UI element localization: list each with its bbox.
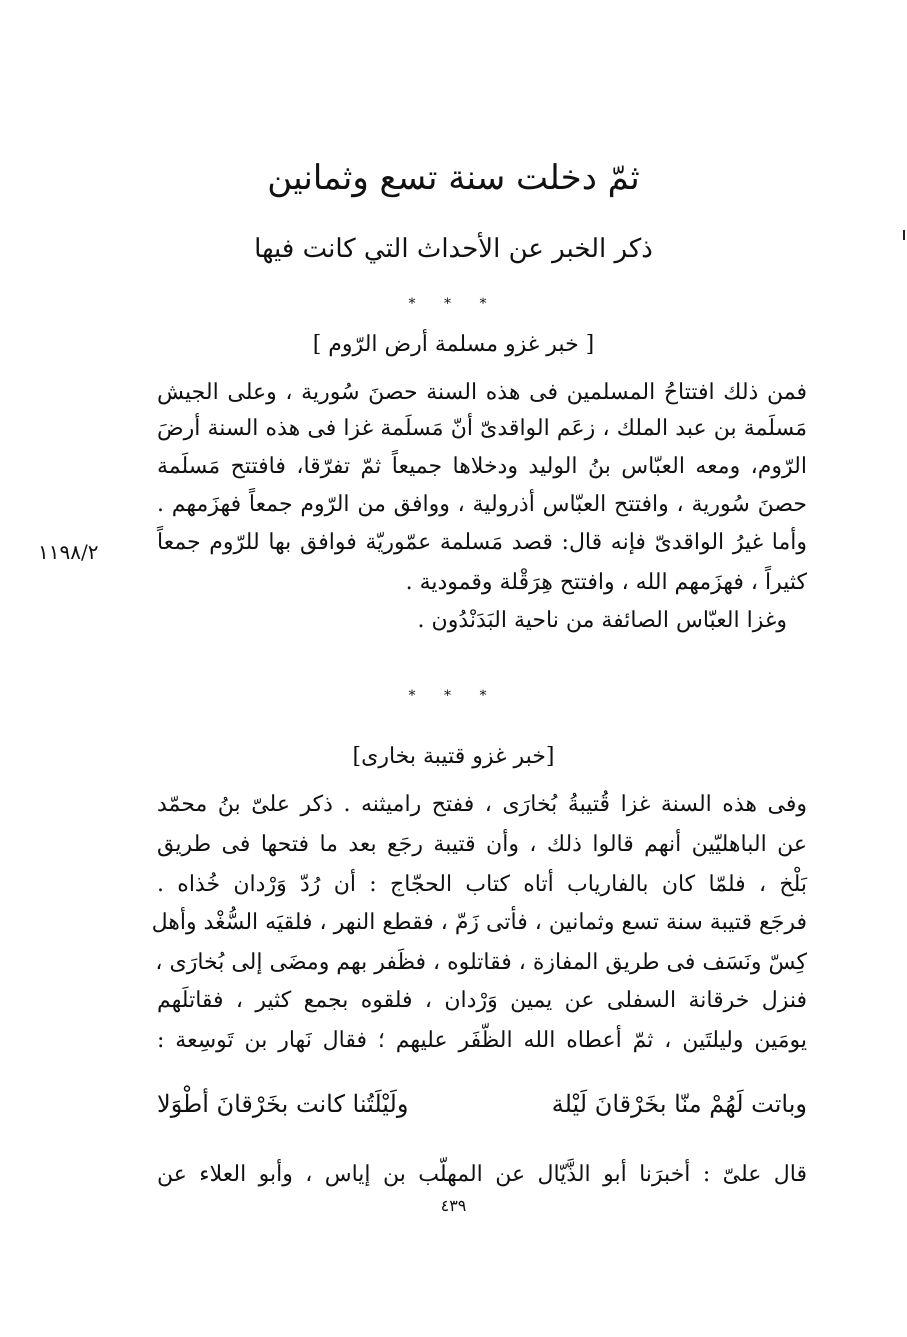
text-line: الرّوم، ومعه العبّاس بنُ الوليد ودخلاها جميعاً ثمّ تفرّقا، فافتتح مَسلَمة [157,454,807,479]
section-2-heading: [خبر غزو قتيبة بخارى] [352,744,555,769]
text-line: فرجَع قتيبة سنة تسع وثمانين ، فأتى زَمّ ، فقطع النهر ، فلقيَه السُّغْد وأهل [151,910,807,935]
margin-reference: ١١٩٨/٢ [38,540,99,564]
text-line: فمن ذلك افتتاحُ المسلمين فى هذه السنة حصنَ سُورية ، وعلى الجيش [157,380,807,405]
text-line: وأما غيرُ الواقدىّ فإنه قال: قصد مَسلمة عمّوريّة فوافق بها للرّوم جمعاً [157,530,807,555]
text-line: عن الباهليّين أنهم قالوا ذلك ، وأن قتيبة رجَع بعد ما فتحها فى طريق [157,832,807,857]
verse-first-hemistich: وباتت لَهُمْ منّا بخَرْقانَ لَيْلة [551,1090,807,1118]
text-line: حصنَ سُورية ، وافتتح العبّاس أذرولية ، ووافق من الرّوم جمعاً فهزَمهم . [157,492,807,517]
text-line: بَلْخ ، فلمّا كان بالفارياب أتاه كتاب الحجّاج : أن رُدّ وَرْدان خُذاه . [157,872,807,897]
verse-second-hemistich: ولَيْلَتُنا كانت بخَرْقانَ أطْوَلا [157,1090,409,1118]
page-subtitle: ذكر الخبر عن الأحداث التي كانت فيها [254,234,653,264]
verse [157,1084,807,1124]
text-line: كِسّ ونَسَف فى طريق المفازة ، فقاتلوه ، فظَفر بهم ومضَى إلى بُخارَى ، [155,950,807,975]
text-line: مَسلَمة بن عبد الملك ، زعَم الواقدىّ أنّ مَسلَمة غزا فى هذه السنة أرضَ [157,416,807,441]
text-line: كثيراً ، فهزَمهم الله ، وافتتح هِرَقْلة وقمودية . [405,570,807,595]
section-1-heading: [ خبر غزو مسلمة أرض الرّوم ] [312,332,595,357]
text-line: وفى هذه السنة غزا قُتيبةُ بُخارَى ، ففتح راميثنه . ذكر علىّ بنُ محمّد [157,792,807,817]
page-number: ٤٣٩ [440,1196,467,1215]
text-line: فنزل خرقانة السفلى عن يمين وَرْدان ، فلقوه بجمع كثير ، فقاتلَهم [157,988,807,1013]
separator-stars: * * * [408,688,499,704]
separator-stars: * * * [408,296,499,312]
text-line: يومَين وليلتَين ، ثمّ أعطاه الله الظّفَر عليهم ؛ فقال نَهار بن تَوسِعة : [157,1028,807,1053]
text-line: وغزا العبّاس الصائفة من ناحية البَدَنْدُون . [417,608,787,633]
text-line: قال علىّ : أخبرَنا أبو الذَّيّال عن المهلّب بن إياس ، وأبو العلاء عن [157,1162,808,1187]
page-title: ثمّ دخلت سنة تسع وثمانين [267,158,640,198]
